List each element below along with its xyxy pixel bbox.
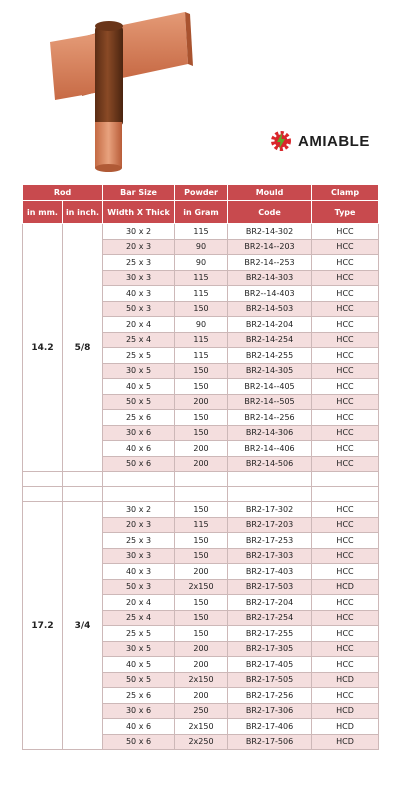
clamp-type-cell: HCC <box>312 270 379 286</box>
powder-cell: 150 <box>175 363 228 379</box>
mould-code-cell: BR2-17-405 <box>228 657 312 673</box>
bar-size-cell: 50 x 5 <box>103 672 175 688</box>
mould-code-cell: BR2-17-305 <box>228 641 312 657</box>
mould-code-cell: BR2-17-254 <box>228 610 312 626</box>
clamp-type-cell: HCD <box>312 719 379 735</box>
clamp-type-cell: HCD <box>312 734 379 750</box>
bar-size-cell: 30 x 6 <box>103 703 175 719</box>
bar-size-cell: 50 x 5 <box>103 394 175 410</box>
empty-cell <box>228 487 312 502</box>
mould-code-cell: BR2--14-403 <box>228 286 312 302</box>
clamp-type-cell: HCC <box>312 286 379 302</box>
bar-size-cell: 30 x 2 <box>103 224 175 240</box>
bar-size-cell: 25 x 6 <box>103 410 175 426</box>
clamp-type-cell: HCC <box>312 348 379 364</box>
mould-code-cell: BR2-17-255 <box>228 626 312 642</box>
gear-bolt-icon <box>268 128 294 154</box>
bar-size-cell: 30 x 6 <box>103 425 175 441</box>
bar-size-cell: 30 x 5 <box>103 363 175 379</box>
header-powder: Powder <box>175 185 228 201</box>
clamp-type-cell: HCC <box>312 317 379 333</box>
bar-size-cell: 30 x 3 <box>103 270 175 286</box>
header-code: Code <box>228 201 312 224</box>
clamp-type-cell: HCC <box>312 425 379 441</box>
mould-code-cell: BR2-17-203 <box>228 517 312 533</box>
powder-cell: 115 <box>175 517 228 533</box>
bar-size-cell: 50 x 3 <box>103 579 175 595</box>
powder-cell: 90 <box>175 255 228 271</box>
bar-size-cell: 50 x 6 <box>103 734 175 750</box>
bar-size-cell: 40 x 5 <box>103 379 175 395</box>
mould-code-cell: BR2-14-254 <box>228 332 312 348</box>
mould-code-cell: BR2-14--203 <box>228 239 312 255</box>
clamp-type-cell: HCC <box>312 255 379 271</box>
bar-size-cell: 25 x 4 <box>103 610 175 626</box>
table-body <box>23 224 379 750</box>
clamp-type-cell: HCC <box>312 564 379 580</box>
clamp-type-cell: HCC <box>312 533 379 549</box>
bar-size-cell: 20 x 4 <box>103 317 175 333</box>
empty-cell <box>23 472 63 487</box>
clamp-type-cell: HCC <box>312 301 379 317</box>
mould-code-cell: BR2-14--505 <box>228 394 312 410</box>
powder-cell: 2x150 <box>175 579 228 595</box>
powder-cell: 115 <box>175 224 228 240</box>
powder-cell: 90 <box>175 239 228 255</box>
mould-code-cell: BR2-17-303 <box>228 548 312 564</box>
clamp-type-cell: HCC <box>312 441 379 457</box>
rod-inch-cell: 5/8 <box>63 224 103 472</box>
bar-size-cell: 20 x 3 <box>103 239 175 255</box>
powder-cell: 150 <box>175 533 228 549</box>
mould-code-cell: BR2-14--405 <box>228 379 312 395</box>
powder-cell: 150 <box>175 595 228 611</box>
header-in-gram: in Gram <box>175 201 228 224</box>
powder-cell: 200 <box>175 456 228 472</box>
header-clamp: Clamp <box>312 185 379 201</box>
powder-cell: 150 <box>175 548 228 564</box>
mould-code-cell: BR2-17-503 <box>228 579 312 595</box>
empty-cell <box>63 487 103 502</box>
amiable-logo <box>268 128 370 154</box>
clamp-type-cell: HCC <box>312 456 379 472</box>
mould-code-cell: BR2-14-503 <box>228 301 312 317</box>
bar-size-cell: 40 x 3 <box>103 286 175 302</box>
clamp-type-cell: HCC <box>312 410 379 426</box>
bar-size-cell: 40 x 6 <box>103 441 175 457</box>
bar-size-cell: 25 x 5 <box>103 348 175 364</box>
bar-size-cell: 30 x 3 <box>103 548 175 564</box>
mould-code-cell: BR2-17-302 <box>228 502 312 518</box>
powder-cell: 150 <box>175 502 228 518</box>
bar-size-cell: 25 x 3 <box>103 533 175 549</box>
bar-size-cell: 25 x 4 <box>103 332 175 348</box>
clamp-type-cell: HCC <box>312 595 379 611</box>
mould-code-cell: BR2-14-255 <box>228 348 312 364</box>
powder-cell: 115 <box>175 286 228 302</box>
mould-code-cell: BR2-17-306 <box>228 703 312 719</box>
clamp-type-cell: HCC <box>312 224 379 240</box>
empty-cell <box>103 472 175 487</box>
header-mould: Mould <box>228 185 312 201</box>
clamp-type-cell: HCC <box>312 239 379 255</box>
powder-cell: 115 <box>175 332 228 348</box>
bar-size-cell: 40 x 3 <box>103 564 175 580</box>
powder-cell: 250 <box>175 703 228 719</box>
mould-code-cell: BR2-17-204 <box>228 595 312 611</box>
empty-cell <box>23 487 63 502</box>
clamp-type-cell: HCC <box>312 394 379 410</box>
clamp-type-cell: HCC <box>312 363 379 379</box>
header-width-thick: Width X Thick <box>103 201 175 224</box>
mould-code-cell: BR2-14-303 <box>228 270 312 286</box>
powder-cell: 200 <box>175 688 228 704</box>
bar-size-cell: 50 x 6 <box>103 456 175 472</box>
powder-cell: 150 <box>175 410 228 426</box>
clamp-type-cell: HCC <box>312 610 379 626</box>
bar-size-cell: 25 x 3 <box>103 255 175 271</box>
powder-cell: 2x250 <box>175 734 228 750</box>
clamp-type-cell: HCD <box>312 672 379 688</box>
mould-code-cell: BR2-17-505 <box>228 672 312 688</box>
empty-cell <box>103 487 175 502</box>
bar-size-cell: 20 x 3 <box>103 517 175 533</box>
spacer-row <box>23 472 379 487</box>
empty-cell <box>228 472 312 487</box>
mould-code-cell: BR2-17-506 <box>228 734 312 750</box>
mould-code-cell: BR2-14--253 <box>228 255 312 271</box>
mould-code-cell: BR2-14-204 <box>228 317 312 333</box>
bar-size-cell: 30 x 2 <box>103 502 175 518</box>
header-bar-size: Bar Size <box>103 185 175 201</box>
spacer-row <box>23 487 379 502</box>
powder-cell: 200 <box>175 441 228 457</box>
table-row <box>23 502 379 518</box>
header-in-inch: in inch. <box>63 201 103 224</box>
powder-cell: 2x150 <box>175 672 228 688</box>
powder-cell: 150 <box>175 610 228 626</box>
powder-cell: 150 <box>175 379 228 395</box>
empty-cell <box>175 472 228 487</box>
empty-cell <box>175 487 228 502</box>
bar-size-cell: 50 x 3 <box>103 301 175 317</box>
powder-cell: 115 <box>175 270 228 286</box>
bar-size-cell: 40 x 6 <box>103 719 175 735</box>
powder-cell: 200 <box>175 564 228 580</box>
empty-cell <box>312 487 379 502</box>
clamp-type-cell: HCC <box>312 548 379 564</box>
logo-text: AMIABLE <box>298 132 370 150</box>
rod-mm-cell: 14.2 <box>23 224 63 472</box>
mould-spec-table <box>22 184 379 750</box>
clamp-type-cell: HCC <box>312 502 379 518</box>
mould-code-cell: BR2-14--406 <box>228 441 312 457</box>
bar-size-cell: 30 x 5 <box>103 641 175 657</box>
mould-code-cell: BR2-14--256 <box>228 410 312 426</box>
powder-cell: 90 <box>175 317 228 333</box>
rod-inch-cell: 3/4 <box>63 502 103 750</box>
powder-cell: 150 <box>175 425 228 441</box>
rod-mm-cell: 17.2 <box>23 502 63 750</box>
header-rod: Rod <box>23 185 103 201</box>
clamp-type-cell: HCD <box>312 703 379 719</box>
powder-cell: 150 <box>175 626 228 642</box>
bar-size-cell: 20 x 4 <box>103 595 175 611</box>
header-type: Type <box>312 201 379 224</box>
clamp-type-cell: HCC <box>312 626 379 642</box>
powder-cell: 2x150 <box>175 719 228 735</box>
header-in-mm: in mm. <box>23 201 63 224</box>
powder-cell: 200 <box>175 394 228 410</box>
mould-code-cell: BR2-17-256 <box>228 688 312 704</box>
clamp-type-cell: HCC <box>312 332 379 348</box>
clamp-type-cell: HCC <box>312 517 379 533</box>
clamp-type-cell: HCC <box>312 641 379 657</box>
bar-size-cell: 25 x 5 <box>103 626 175 642</box>
bar-size-cell: 25 x 6 <box>103 688 175 704</box>
mould-code-cell: BR2-17-253 <box>228 533 312 549</box>
bar-size-cell: 40 x 5 <box>103 657 175 673</box>
empty-cell <box>312 472 379 487</box>
clamp-type-cell: HCC <box>312 379 379 395</box>
clamp-type-cell: HCC <box>312 688 379 704</box>
table-row <box>23 224 379 240</box>
mould-code-cell: BR2-17-403 <box>228 564 312 580</box>
powder-cell: 200 <box>175 641 228 657</box>
empty-cell <box>63 472 103 487</box>
powder-cell: 115 <box>175 348 228 364</box>
clamp-type-cell: HCD <box>312 579 379 595</box>
mould-code-cell: BR2-14-302 <box>228 224 312 240</box>
mould-code-cell: BR2-17-406 <box>228 719 312 735</box>
powder-cell: 200 <box>175 657 228 673</box>
powder-cell: 150 <box>175 301 228 317</box>
mould-code-cell: BR2-14-305 <box>228 363 312 379</box>
mould-code-cell: BR2-14-506 <box>228 456 312 472</box>
mould-code-cell: BR2-14-306 <box>228 425 312 441</box>
clamp-type-cell: HCC <box>312 657 379 673</box>
